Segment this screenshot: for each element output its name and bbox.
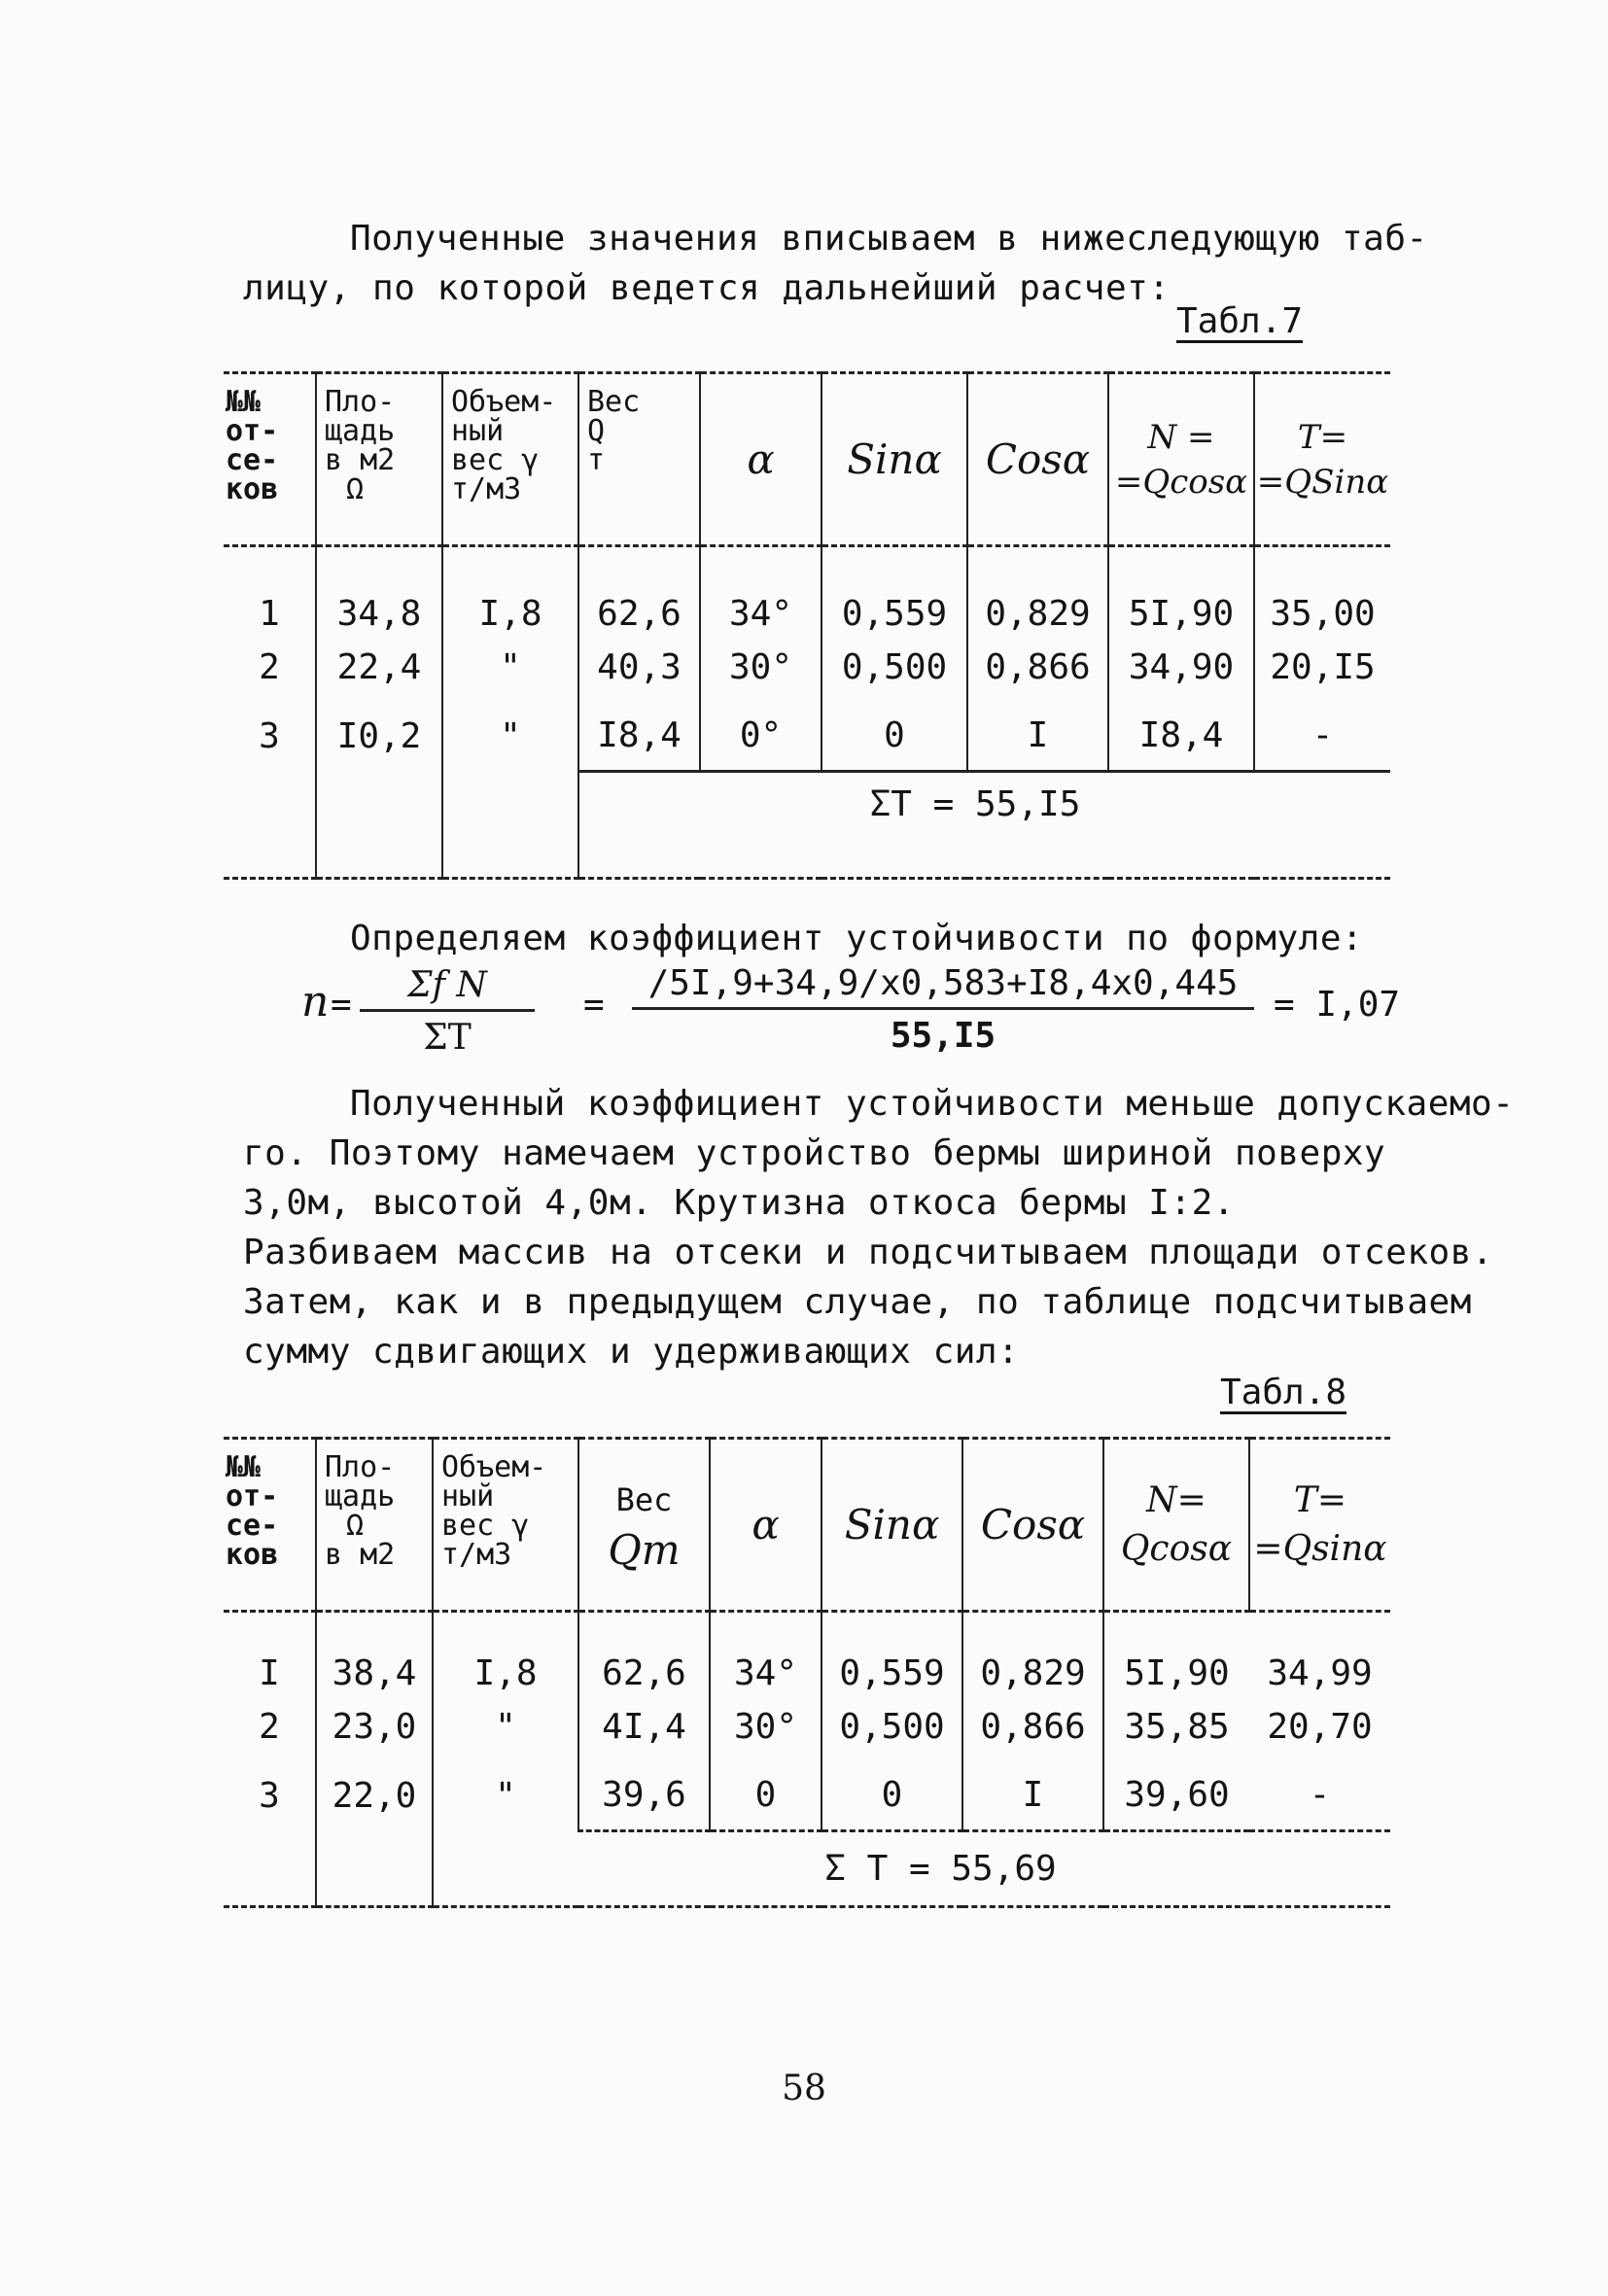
table-row: 2 23,0 " 4I,4 30° 0,500 0,866 35,85 20,70 <box>224 1693 1390 1761</box>
header-cell: Cosα <box>967 373 1108 546</box>
text-line: го. Поэтому намечаем устройство бермы шириной поверху <box>243 1133 1386 1173</box>
sum-value: Σ T = 55,69 <box>578 1830 1390 1906</box>
equals-sign: = <box>331 985 352 1025</box>
table7-caption: Табл.7 <box>1176 301 1304 341</box>
header-cell: №№ от- се- ков <box>224 373 316 546</box>
table8-caption: Табл.8 <box>1220 1373 1347 1412</box>
header-cell: α <box>710 1439 821 1612</box>
header-cell: Пло- щадь Ω в м2 <box>316 1439 433 1612</box>
intro-paragraph <box>243 214 1439 313</box>
stability-formula <box>301 957 1419 1074</box>
header-cell: Объем- ный вес γ т/м3 <box>442 373 578 546</box>
text-line: Разбиваем массив на отсеки и подсчитываем площади отсеков. <box>243 1233 1494 1272</box>
header-cell: Вес Q т <box>578 373 700 546</box>
page-number: 58 <box>782 2069 826 2108</box>
header-cell: α <box>700 373 821 546</box>
fraction-2 <box>632 963 1254 1056</box>
table-row: 3 I0,2 " I8,4 0° 0 I I8,4 - <box>224 702 1390 772</box>
header-cell: №№ от- се- ков <box>224 1439 316 1612</box>
text-line: Полученные значения вписываем в нижеследующую таб- <box>350 219 1428 259</box>
table-row: 2 22,4 " 40,3 30° 0,500 0,866 34,90 20,I5 <box>224 634 1390 702</box>
header-cell: Sinα <box>821 1439 962 1612</box>
fraction-1-denominator: ΣT <box>423 1018 472 1058</box>
fraction-2-denominator: 55,I5 <box>890 1016 996 1056</box>
table7-sum-row <box>224 771 1390 878</box>
header-cell: T= =Qsinα <box>1249 1439 1390 1612</box>
table7-header-row <box>224 373 1390 546</box>
text-line: лицу, по которой ведется дальнейший расчет: <box>243 268 1171 308</box>
equals-sign: = <box>583 985 605 1025</box>
text-line: Определяем коэффициент устойчивости по формуле: <box>350 919 1364 958</box>
body-paragraph <box>243 1079 1515 1376</box>
table7 <box>224 371 1390 880</box>
table8-sum-row <box>224 1830 1390 1906</box>
table-row: I 38,4 I,8 62,6 34° 0,559 0,829 5I,90 34,99 <box>224 1612 1390 1693</box>
fraction-1-numerator: Σf N <box>360 965 535 1012</box>
header-cell: Объем- ный вес γ т/м3 <box>433 1439 578 1612</box>
header-cell: N = =Qcosα <box>1108 373 1254 546</box>
header-cell: N= Qcosα <box>1103 1439 1249 1612</box>
fraction-1 <box>360 965 535 1058</box>
header-cell: Вес Qm <box>578 1439 710 1612</box>
formula-intro <box>243 914 1439 963</box>
text-line: 3,0м, высотой 4,0м. Крутизна откоса бермы I:2. <box>243 1183 1235 1223</box>
table-row: 1 34,8 I,8 62,6 34° 0,559 0,829 5I,90 35,00 <box>224 546 1390 634</box>
header-cell: Sinα <box>821 373 967 546</box>
table8-header-row <box>224 1439 1390 1612</box>
text-line: сумму сдвигающих и удерживающих сил: <box>243 1332 1020 1372</box>
formula-result: = I,07 <box>1274 985 1401 1025</box>
header-cell: Пло- щадь в м2 Ω <box>316 373 442 546</box>
fraction-2-numerator: /5I,9+34,9/x0,583+I8,4x0,445 <box>632 963 1254 1010</box>
table8 <box>224 1437 1390 1908</box>
text-line: Затем, как и в предыдущем случае, по таблице подсчитываем <box>243 1282 1472 1322</box>
formula-lhs: n <box>301 977 330 1026</box>
header-cell: Cosα <box>962 1439 1103 1612</box>
sum-value: ΣT = 55,I5 <box>578 771 1390 878</box>
header-cell: T= =QSinα <box>1254 373 1390 546</box>
table-row: 3 22,0 " 39,6 0 0 I 39,60 - <box>224 1761 1390 1831</box>
text-line: Полученный коэффициент устойчивости меньше допускаемо- <box>350 1084 1515 1124</box>
